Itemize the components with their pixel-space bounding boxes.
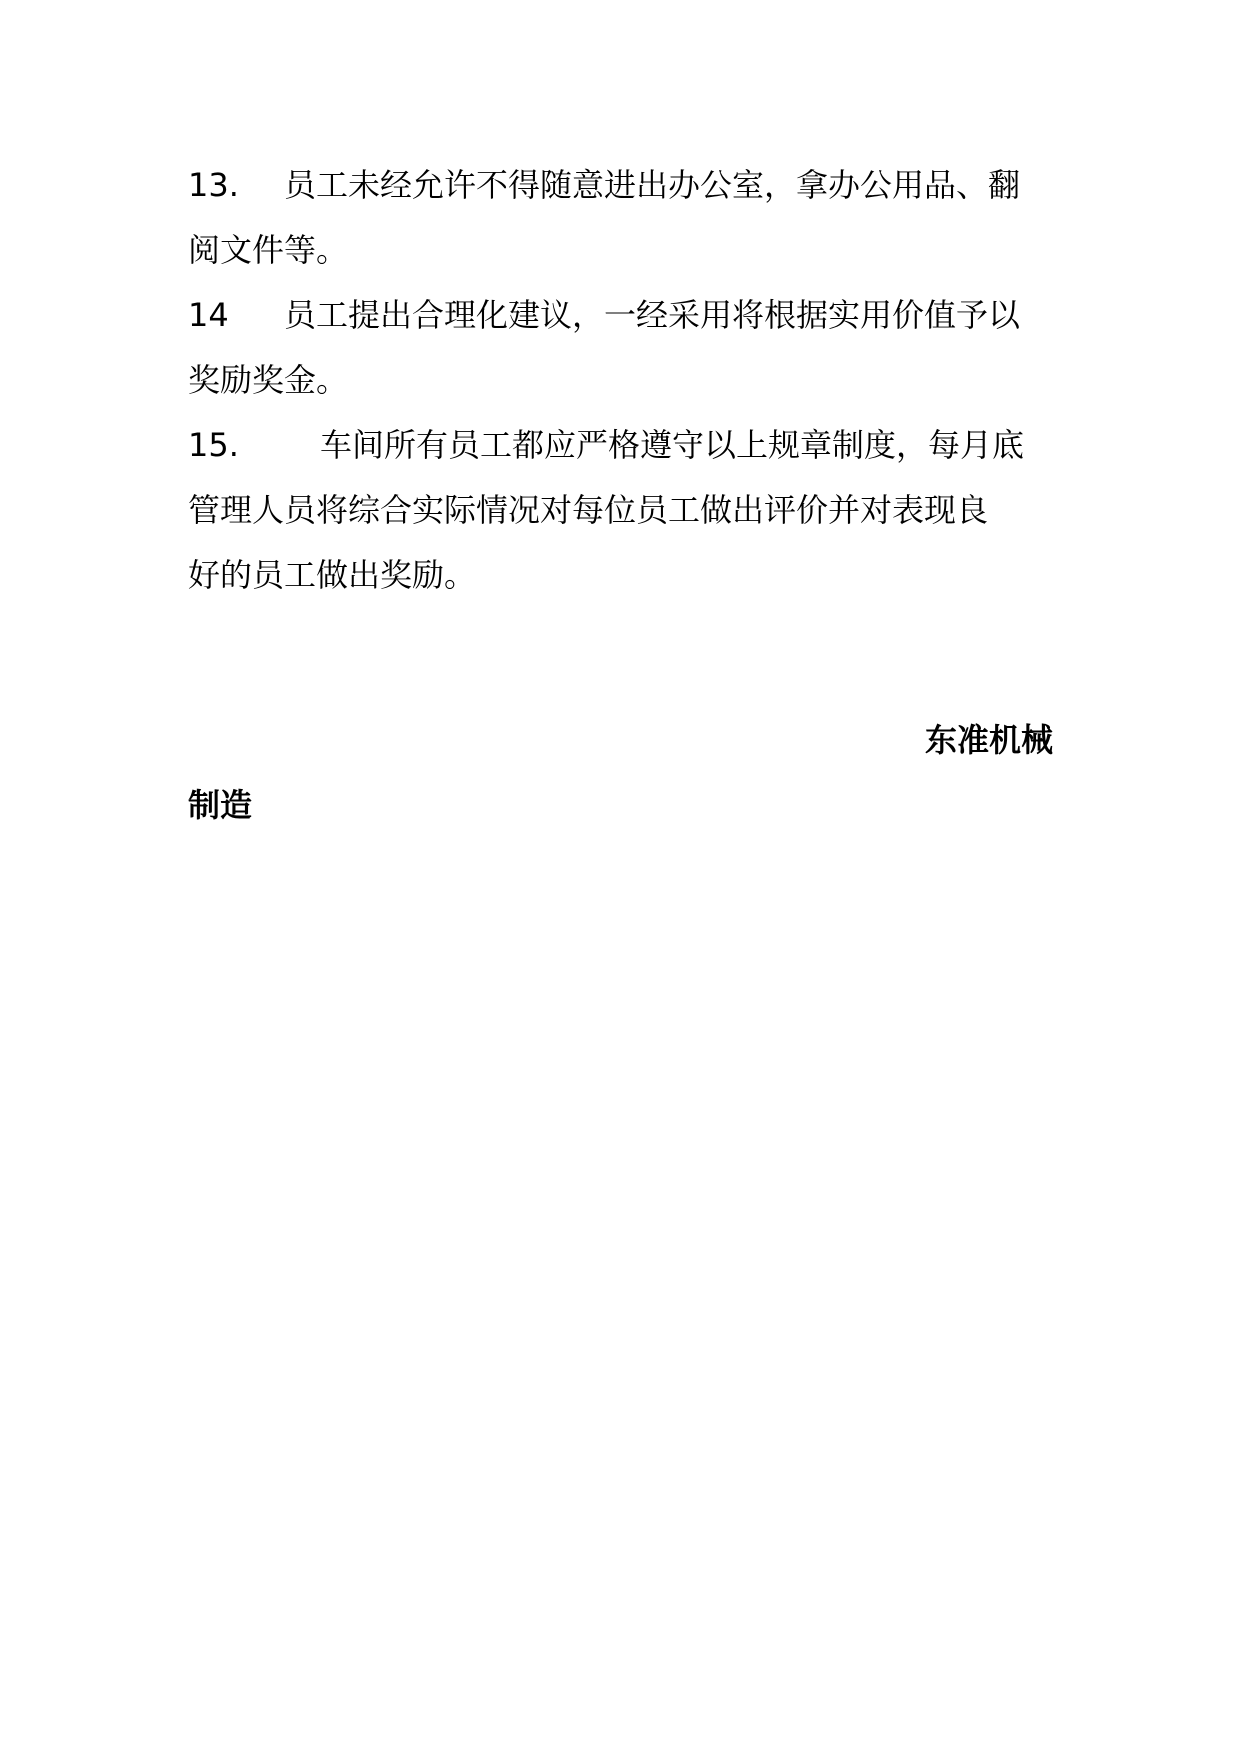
item-text: 管理人员将综合实际情况对每位员工做出评价并对表现良 — [188, 491, 989, 529]
item-text: 员工提出合理化建议，一经采用将根据实用价值予以 — [284, 296, 1021, 334]
item-number: 15. — [188, 426, 239, 464]
item-14-line-2 — [188, 360, 348, 400]
company-name-line-1: 东准机械 — [924, 721, 1053, 759]
item-text: 好的员工做出奖励。 — [188, 556, 477, 594]
item-text: 奖励奖金。 — [188, 361, 349, 399]
item-15-line-2 — [188, 490, 988, 530]
item-text: 阅文件等。 — [188, 231, 349, 269]
item-14-line-1 — [188, 295, 1020, 335]
item-text: 员工未经允许不得随意进出办公室，拿办公用品、翻 — [284, 166, 1021, 204]
company-name-line-2: 制造 — [188, 786, 253, 824]
item-text: 车间所有员工都应严格遵守以上规章制度，每月底 — [320, 426, 1025, 464]
item-number: 14 — [188, 296, 229, 334]
item-13-line-2 — [188, 230, 348, 270]
item-15-line-3 — [188, 555, 476, 595]
item-15-line-1 — [188, 425, 1024, 465]
item-13-line-1 — [188, 165, 1020, 205]
item-number: 13. — [188, 166, 239, 204]
